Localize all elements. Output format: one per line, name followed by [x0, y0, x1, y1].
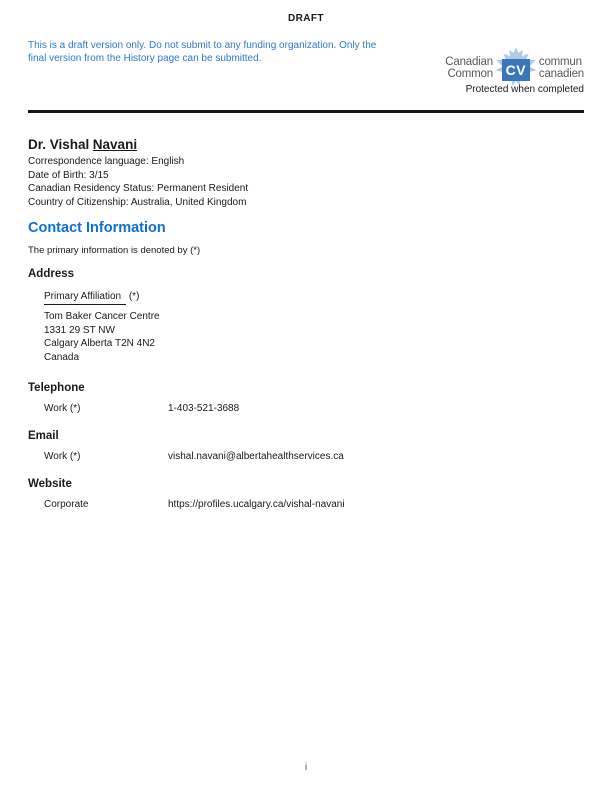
logo-wordmark-french-line-2: canadien	[538, 67, 584, 80]
contact-information-heading: Contact Information	[28, 220, 166, 236]
logo-wordmark-french	[539, 57, 584, 80]
email-row-label: Work (*)	[44, 451, 81, 462]
address-line-street: 1331 29 ST NW	[44, 324, 115, 336]
address-line-country: Canada	[44, 351, 80, 363]
residency-status-line: Canadian Residency Status: Permanent Resident	[28, 183, 249, 195]
maple-leaf-cv-icon	[494, 53, 538, 85]
telephone-row	[44, 403, 239, 414]
logo-wordmark-english-line-1: Canadian	[445, 56, 493, 68]
page-number: i	[304, 761, 308, 773]
person-details	[28, 155, 248, 209]
logo-wordmark-french-line-1: commun	[538, 56, 582, 68]
header-divider	[28, 110, 584, 113]
draft-watermark-label: DRAFT	[288, 13, 324, 24]
cv-monogram-badge: CV	[502, 59, 530, 81]
draft-warning-line-1: This is a draft version only. Do not submit to any funding organization. Only the	[28, 40, 377, 51]
draft-warning-text	[28, 39, 438, 66]
telephone-row-label: Work (*)	[44, 403, 81, 414]
logo-wordmark-english-line-2: Common	[447, 67, 493, 80]
email-row-value: vishal.navani@albertahealthservices.ca	[168, 451, 344, 462]
address-section-heading: Address	[28, 268, 75, 280]
website-row	[44, 499, 345, 510]
website-row-value: https://profiles.ucalgary.ca/vishal-navani	[168, 499, 345, 510]
address-line-organization: Tom Baker Cancer Centre	[44, 311, 160, 322]
telephone-row-value: 1-403-521-3688	[168, 403, 240, 414]
draft-warning-line-2: final version from the History page can be submitted.	[28, 53, 262, 65]
person-name-prefix: Dr. Vishal	[28, 137, 90, 152]
primary-affiliation-label-text: Primary Affiliation	[44, 291, 126, 305]
protected-when-completed-label: Protected when completed	[465, 84, 584, 95]
website-section-heading: Website	[28, 478, 72, 490]
person-name	[28, 137, 137, 152]
primary-info-note: The primary information is denoted by (*)	[28, 245, 201, 256]
ccv-logo	[445, 53, 584, 85]
person-surname: Navani	[92, 137, 138, 152]
citizenship-line: Country of Citizenship: Australia, United Kingdom	[28, 196, 247, 208]
email-row	[44, 451, 344, 462]
logo-wordmark-english	[445, 57, 493, 80]
address-line-city: Calgary Alberta T2N 4N2	[44, 338, 155, 350]
primary-affiliation-label	[44, 291, 139, 302]
date-of-birth-line: Date of Birth: 3/15	[28, 169, 109, 181]
correspondence-language-line: Correspondence language: English	[28, 156, 185, 167]
address-block	[44, 310, 160, 364]
website-row-label: Corporate	[44, 499, 89, 510]
email-section-heading: Email	[28, 430, 59, 442]
telephone-section-heading: Telephone	[28, 382, 85, 394]
primary-affiliation-asterisk: (*)	[126, 291, 140, 302]
